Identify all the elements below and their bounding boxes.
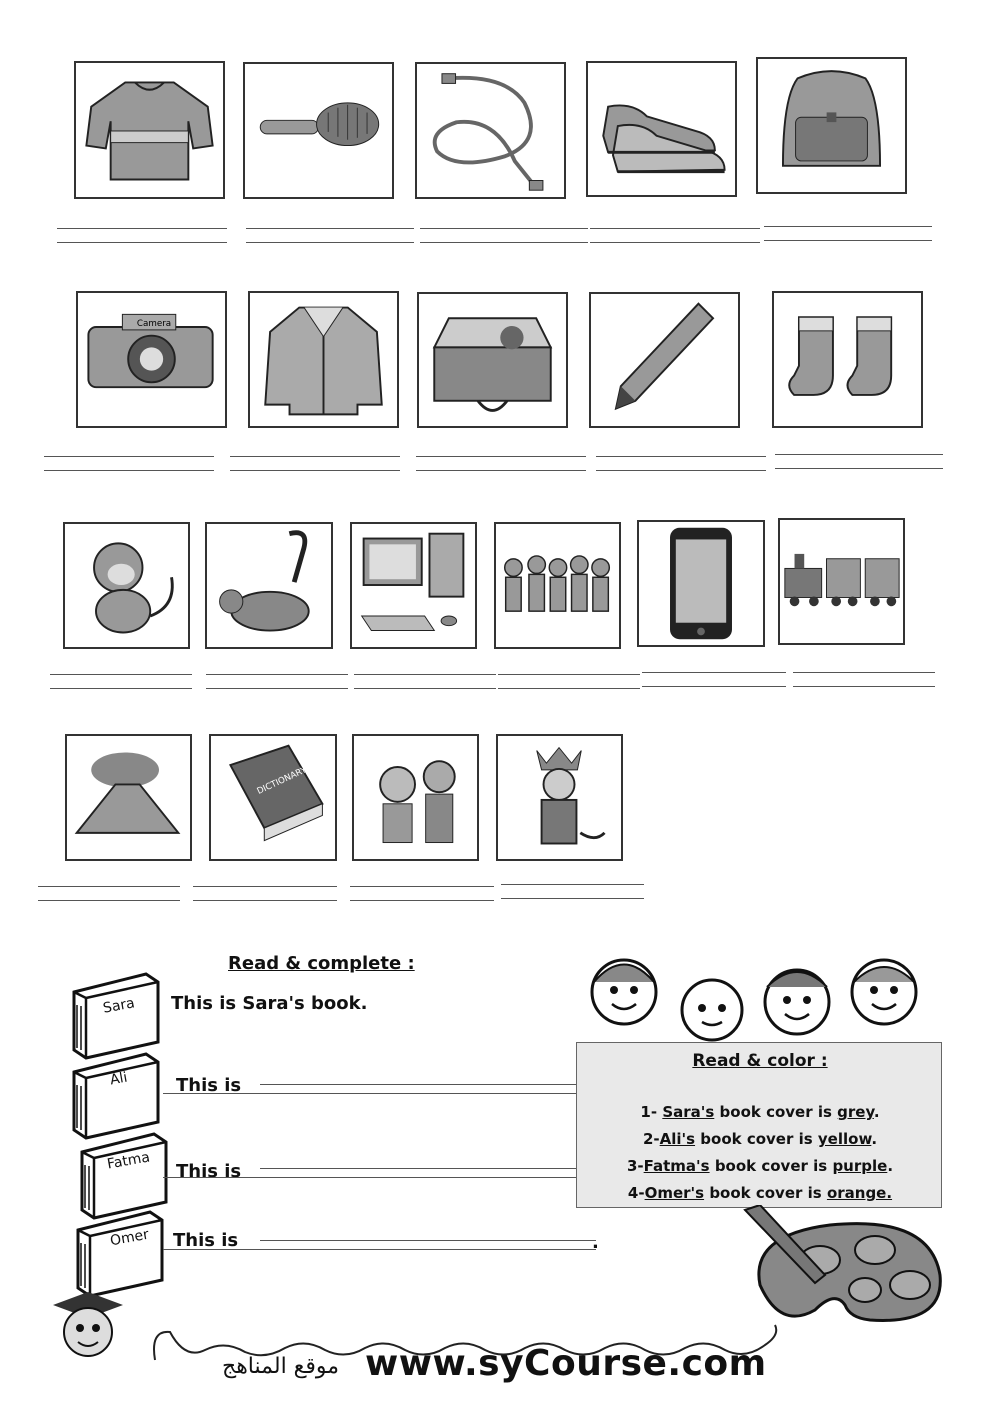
book-icon bbox=[70, 1208, 166, 1298]
dinosaur-picture bbox=[205, 522, 333, 649]
item-name: Ali's bbox=[659, 1130, 696, 1148]
item-number: 4- bbox=[627, 1184, 645, 1202]
sweater-icon bbox=[76, 63, 223, 197]
sweater-picture bbox=[74, 61, 225, 199]
children-group-picture bbox=[494, 522, 621, 649]
book-name-ali: Ali bbox=[108, 1069, 129, 1089]
item-name: Omer's bbox=[644, 1184, 705, 1202]
jacket-picture bbox=[248, 291, 399, 428]
book-icon bbox=[74, 1130, 170, 1220]
lunchbox-icon bbox=[419, 294, 566, 426]
monkey-picture bbox=[63, 522, 190, 649]
book-name-sara: Sara bbox=[101, 995, 136, 1017]
answer-lines[interactable] bbox=[193, 886, 337, 904]
answer-lines[interactable] bbox=[57, 228, 227, 246]
kids-cartoon-icon bbox=[582, 952, 938, 1044]
two-girls-icon bbox=[354, 736, 477, 859]
dinosaur-icon bbox=[207, 524, 331, 647]
monkey-icon bbox=[65, 524, 188, 647]
write-line-ali[interactable] bbox=[260, 1084, 578, 1085]
item-name: Fatma's bbox=[643, 1157, 710, 1175]
item-text: book cover is bbox=[714, 1157, 828, 1175]
socks-icon bbox=[774, 293, 921, 426]
item-end: . bbox=[871, 1130, 878, 1148]
mobile-phone-picture bbox=[637, 520, 765, 647]
socks-picture bbox=[772, 291, 923, 428]
item-name: Sara's bbox=[662, 1103, 715, 1121]
train-icon bbox=[780, 520, 903, 643]
answer-lines[interactable] bbox=[416, 456, 586, 474]
read-complete-heading: Read & complete : bbox=[228, 953, 415, 974]
answer-lines[interactable] bbox=[206, 674, 348, 692]
write-line-ali-guide bbox=[163, 1093, 578, 1094]
write-line-fatma-guide bbox=[163, 1177, 578, 1178]
hairbrush-icon bbox=[245, 64, 392, 197]
computer-picture bbox=[350, 522, 477, 649]
footer-site-url[interactable]: www.syCourse.com bbox=[365, 1343, 767, 1384]
book-icon bbox=[66, 970, 162, 1060]
book-icon bbox=[66, 1050, 162, 1140]
write-line-omer-guide bbox=[163, 1249, 596, 1250]
mobile-phone-icon bbox=[639, 522, 763, 645]
sneakers-icon bbox=[588, 63, 735, 195]
backpack-picture bbox=[756, 57, 907, 194]
answer-lines[interactable] bbox=[246, 228, 414, 246]
prince-icon bbox=[498, 736, 621, 859]
answer-lines[interactable] bbox=[775, 454, 943, 472]
answer-lines[interactable] bbox=[764, 226, 932, 244]
book-name-fatma: Fatma bbox=[105, 1149, 152, 1173]
camera-picture bbox=[76, 291, 227, 428]
hairbrush-picture bbox=[243, 62, 394, 199]
read-color-panel bbox=[576, 1042, 942, 1208]
answer-lines[interactable] bbox=[498, 674, 640, 692]
graduate-cartoon-icon bbox=[48, 1290, 128, 1365]
answer-lines[interactable] bbox=[596, 456, 766, 474]
prompt-ali: This is bbox=[176, 1075, 242, 1096]
pencil-icon bbox=[591, 294, 738, 426]
prompt-fatma: This is bbox=[176, 1161, 242, 1182]
item-text: book cover is bbox=[709, 1184, 822, 1202]
item-end: . bbox=[887, 1157, 894, 1175]
volcano-picture bbox=[65, 734, 192, 861]
item-end: . bbox=[873, 1103, 880, 1121]
prompt-omer: This is bbox=[173, 1230, 239, 1251]
answer-lines[interactable] bbox=[642, 672, 786, 690]
item-color: orange. bbox=[826, 1184, 893, 1202]
lunchbox-picture bbox=[417, 292, 568, 428]
example-sentence: This is Sara's book. bbox=[171, 993, 368, 1014]
answer-lines[interactable] bbox=[350, 886, 494, 904]
volcano-icon bbox=[67, 736, 190, 859]
camera-icon bbox=[78, 293, 225, 426]
jump-rope-icon bbox=[417, 64, 564, 197]
answer-lines[interactable] bbox=[354, 674, 496, 692]
dictionary-label: DICTIONARY bbox=[255, 765, 309, 797]
item-text: book cover is bbox=[719, 1103, 832, 1121]
answer-lines[interactable] bbox=[44, 456, 214, 474]
camera-label: Camera bbox=[136, 319, 172, 330]
answer-lines[interactable] bbox=[50, 674, 192, 692]
jump-rope-picture bbox=[415, 62, 566, 199]
jacket-icon bbox=[250, 293, 397, 426]
paint-palette-icon bbox=[740, 1205, 955, 1335]
color-instruction bbox=[577, 1157, 943, 1175]
computer-icon bbox=[352, 524, 475, 647]
item-text: book cover is bbox=[700, 1130, 813, 1148]
omer-end-mark: . bbox=[592, 1232, 599, 1253]
item-color: yellow bbox=[817, 1130, 872, 1148]
write-line-omer[interactable] bbox=[260, 1240, 596, 1241]
item-color: purple bbox=[832, 1157, 888, 1175]
color-instruction bbox=[577, 1103, 943, 1121]
train-picture bbox=[778, 518, 905, 645]
item-number: 1- bbox=[640, 1103, 658, 1121]
dictionary-picture bbox=[209, 734, 337, 861]
book-name-omer: Omer bbox=[108, 1226, 151, 1250]
answer-lines[interactable] bbox=[590, 228, 760, 246]
read-color-heading bbox=[577, 1051, 943, 1071]
footer-arabic-text: موقع المناهج bbox=[222, 1354, 340, 1379]
item-color: grey bbox=[837, 1103, 874, 1121]
answer-lines[interactable] bbox=[420, 228, 588, 246]
children-group-icon bbox=[496, 524, 619, 647]
color-instruction bbox=[577, 1130, 943, 1148]
answer-lines[interactable] bbox=[793, 672, 935, 690]
answer-lines[interactable] bbox=[38, 886, 180, 904]
prince-picture bbox=[496, 734, 623, 861]
two-girls-picture bbox=[352, 734, 479, 861]
read-color-title: Read & color : bbox=[692, 1051, 828, 1071]
write-line-fatma[interactable] bbox=[260, 1168, 578, 1169]
dictionary-icon bbox=[211, 736, 335, 859]
answer-lines[interactable] bbox=[501, 884, 644, 902]
color-instruction bbox=[577, 1184, 943, 1202]
backpack-icon bbox=[758, 59, 905, 192]
sneakers-picture bbox=[586, 61, 737, 197]
pencil-picture bbox=[589, 292, 740, 428]
item-number: 2- bbox=[642, 1130, 660, 1148]
item-number: 3- bbox=[626, 1157, 644, 1175]
answer-lines[interactable] bbox=[230, 456, 400, 474]
